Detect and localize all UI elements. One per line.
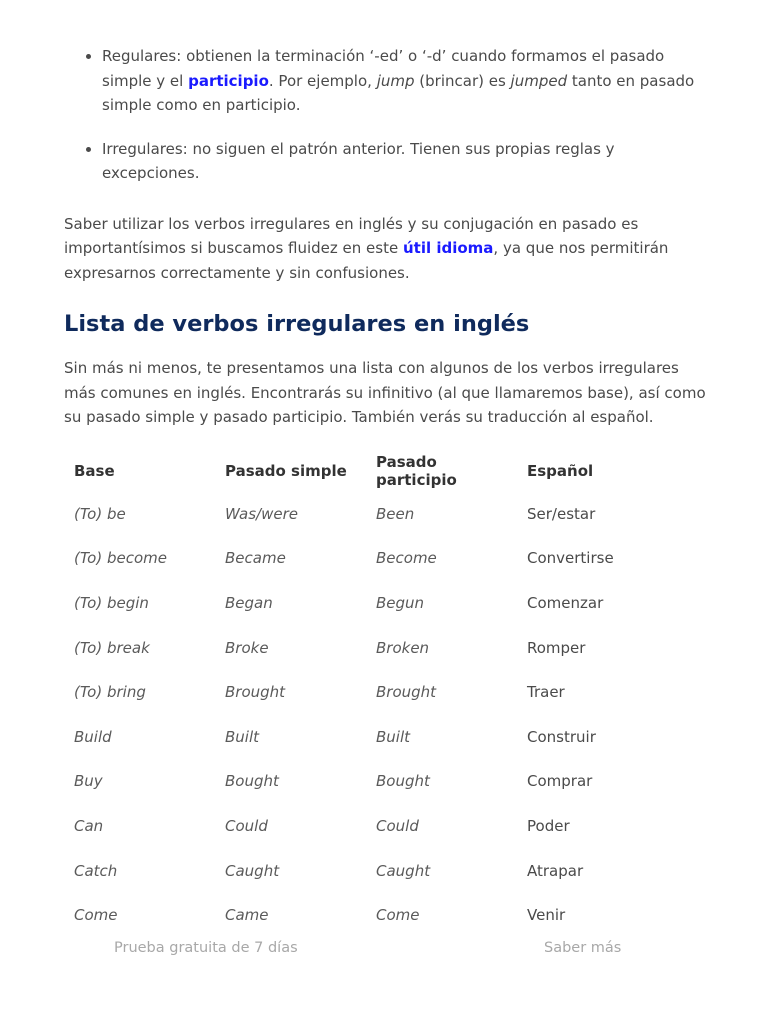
espanol-cell: Ser/estar (527, 504, 596, 523)
article-content (64, 44, 712, 937)
list-item-text: . Por ejemplo, (268, 71, 377, 90)
participio-link[interactable]: participio (188, 71, 269, 90)
pasado-participio-cell: Caught (376, 861, 431, 880)
table-header-row (64, 450, 668, 492)
base-cell: Build (74, 727, 112, 746)
list-item-text: (brincar) es (414, 71, 511, 90)
base-cell: (To) break (74, 638, 150, 657)
table-row (64, 670, 668, 715)
pasado-simple-cell: Came (225, 906, 269, 925)
column-header-espanol: Español (527, 461, 594, 480)
pasado-participio-cell: Become (376, 549, 437, 568)
espanol-cell: Comenzar (527, 593, 604, 612)
table-row (64, 492, 668, 537)
column-header-pasado-simple: Pasado simple (225, 461, 347, 480)
section-title: Lista de verbos irregulares en inglés (64, 311, 530, 337)
irregular-verbs-table (64, 450, 668, 938)
pasado-simple-cell: Caught (225, 861, 280, 880)
base-cell: Catch (74, 861, 118, 880)
free-trial-button[interactable]: Prueba gratuita de 7 días (114, 940, 298, 956)
espanol-cell: Venir (527, 906, 566, 925)
pasado-participio-cell: Begun (376, 593, 425, 612)
paragraph-text: , ya que nos permitirán expresarnos correctamente y sin confusiones. (64, 239, 669, 282)
pasado-simple-cell: Became (225, 549, 286, 568)
table-row (64, 714, 668, 759)
table-row (64, 804, 668, 849)
espanol-cell: Traer (527, 683, 565, 702)
list-item-regulares (102, 44, 712, 118)
pasado-participio-cell: Built (376, 727, 411, 746)
learn-more-button[interactable]: Saber más (544, 940, 622, 956)
base-cell: Can (74, 816, 104, 835)
espanol-cell: Romper (527, 638, 586, 657)
pasado-participio-cell: Broken (376, 638, 430, 657)
pasado-participio-cell: Bought (376, 772, 430, 791)
base-cell: (To) become (74, 549, 167, 568)
list-item-text: Irregulares: no siguen el patrón anterior. Tienen sus propias reglas y excepciones. (102, 139, 615, 182)
pasado-simple-cell: Bought (225, 772, 279, 791)
pasado-simple-cell: Built (225, 727, 260, 746)
pasado-simple-cell: Brought (225, 683, 286, 702)
pasado-participio-cell: Brought (376, 683, 437, 702)
table-row (64, 759, 668, 804)
example-word-jumped: jumped (510, 71, 568, 90)
table-row (64, 848, 668, 893)
espanol-cell: Poder (527, 816, 570, 835)
intro-paragraph (64, 212, 712, 286)
list-intro-paragraph: Sin más ni menos, te presentamos una lista con algunos de los verbos irregulares más comunes en inglés. Encontrarás su infinitivo (al que llamaremos base), así como su pasado simple y pasado participio. También verás su traducción al español. (64, 359, 706, 426)
pasado-participio-cell: Been (376, 504, 415, 523)
paragraph-text: Saber utilizar los verbos irregulares en inglés y su conjugación en pasado es importantísimos si buscamos fluidez en este (64, 214, 639, 257)
base-cell: (To) begin (74, 593, 149, 612)
pasado-participio-cell: Could (376, 816, 419, 835)
espanol-cell: Convertirse (527, 549, 614, 568)
list-item-text: tanto en pasado simple como en participio. (102, 71, 695, 114)
pasado-simple-cell: Began (225, 593, 273, 612)
base-cell: Come (74, 906, 118, 925)
pasado-participio-cell: Come (376, 906, 420, 925)
list-item-text: Regulares: obtienen la terminación ‘-ed’ o ‘-d’ cuando formamos el pasado simple y el (102, 47, 665, 90)
pasado-simple-cell: Could (225, 816, 268, 835)
espanol-cell: Atrapar (527, 861, 584, 880)
pasado-simple-cell: Broke (225, 638, 269, 657)
column-header-base: Base (74, 461, 115, 480)
base-cell: Buy (74, 772, 103, 791)
table-row (64, 581, 668, 626)
footer-bar (0, 940, 768, 964)
base-cell: (To) be (74, 504, 126, 523)
table-row (64, 536, 668, 581)
base-cell: (To) bring (74, 683, 146, 702)
util-idioma-link[interactable]: útil idioma (402, 239, 494, 257)
example-word-jump: jump (376, 71, 415, 90)
pasado-simple-cell: Was/were (225, 504, 298, 523)
list-item-irregulares (102, 137, 712, 186)
table-row (64, 893, 668, 938)
espanol-cell: Comprar (527, 772, 593, 791)
verb-types-list (64, 44, 712, 186)
column-header-pasado-participio: Pasado participio (376, 452, 457, 489)
table-row (64, 625, 668, 670)
espanol-cell: Construir (527, 727, 596, 746)
